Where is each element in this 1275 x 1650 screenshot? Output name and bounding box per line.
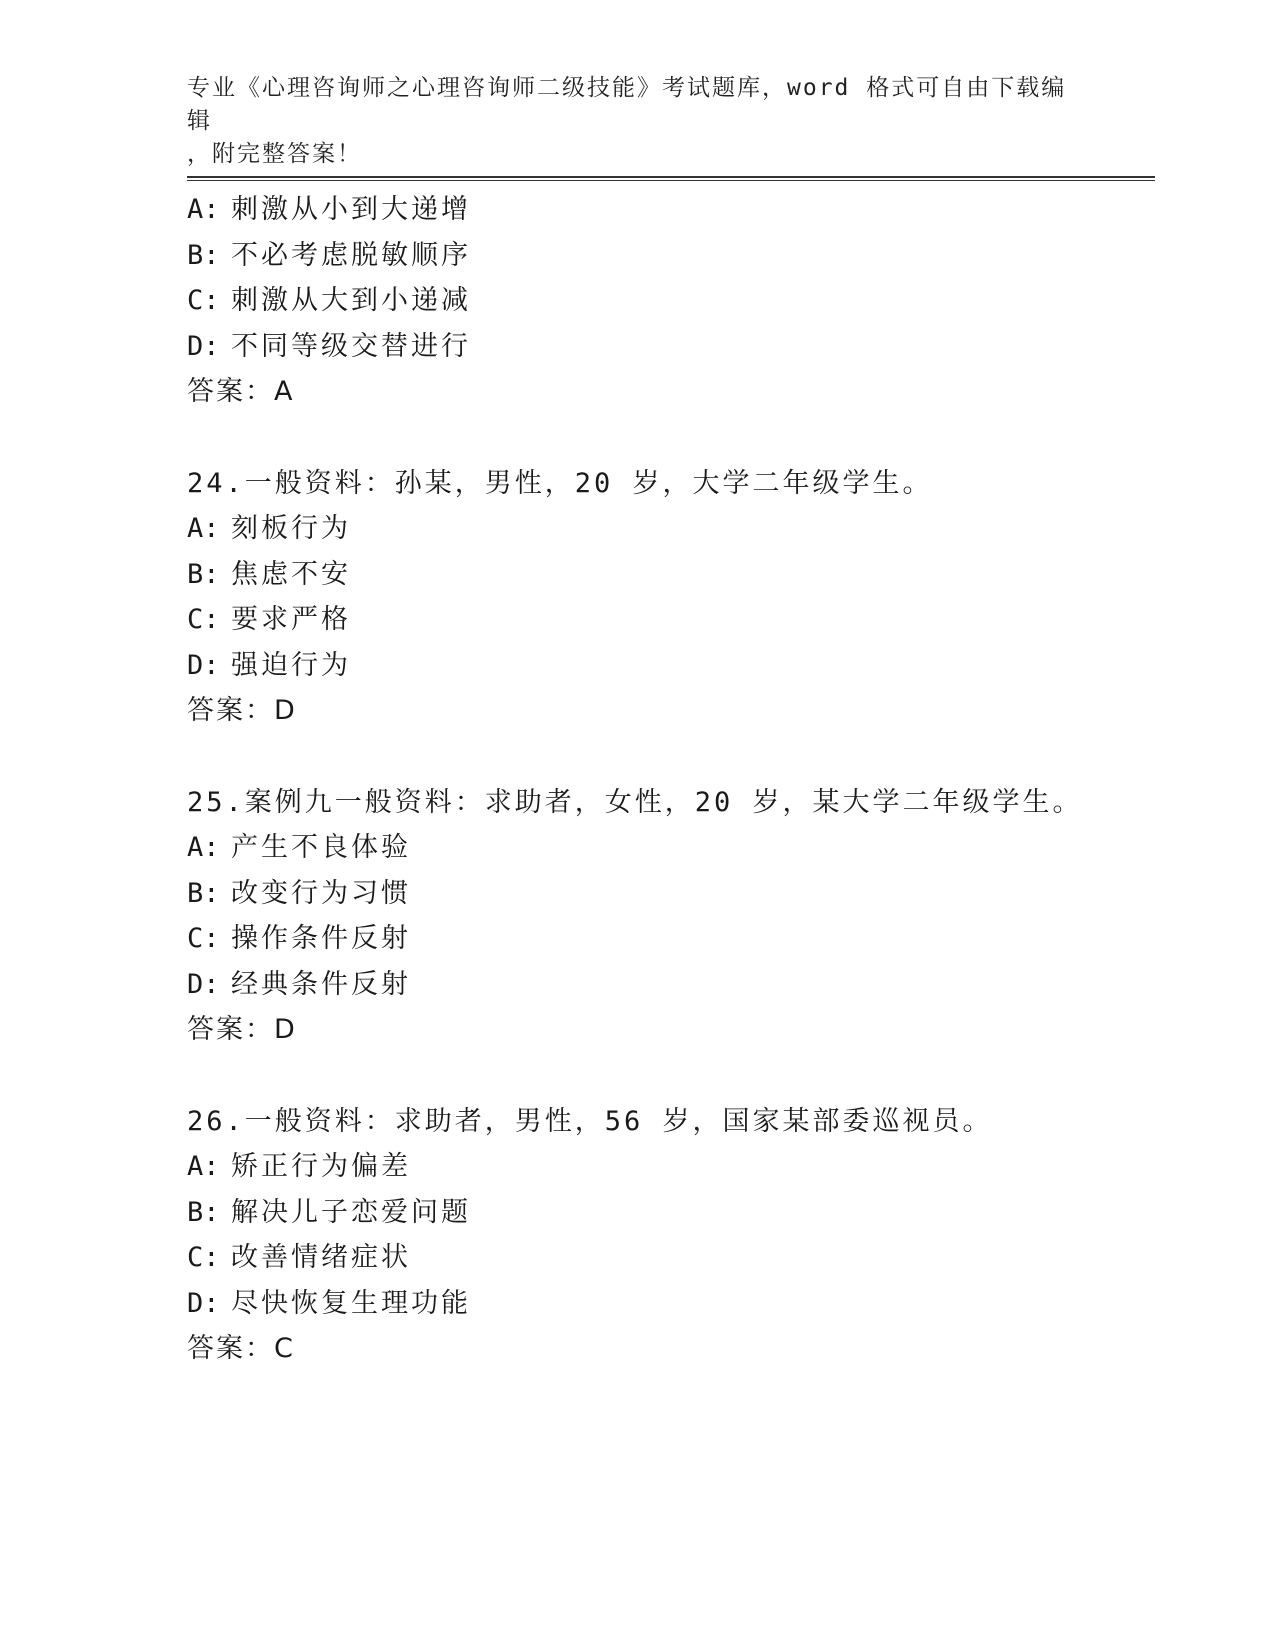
question-title: 26.一般资料：求助者，男性，56 岁，国家某部委巡视员。 [187, 1105, 993, 1137]
question-23 [187, 187, 1147, 415]
question-title: 25.案例九一般资料：求助者，女性，20 岁，某大学二年级学生。 [187, 786, 1083, 818]
option-c: C: 改善情绪症状 [187, 1242, 411, 1273]
option-b: B: 不必考虑脱敏顺序 [187, 239, 471, 271]
option-a: A: 刻板行为 [187, 513, 351, 544]
document-header [187, 72, 1087, 171]
header-line-1: 专业《心理咨询师之心理咨询师二级技能》考试题库，word 格式可自由下载编辑 [187, 75, 1067, 134]
option-a: A: 矫正行为偏差 [187, 1151, 411, 1182]
option-d: D: 强迫行为 [187, 649, 351, 681]
option-a: A: 产生不良体验 [187, 832, 411, 863]
question-title: 24.一般资料：孙某，男性，20 岁，大学二年级学生。 [187, 467, 933, 499]
option-a: A: 刺激从小到大递增 [187, 194, 471, 225]
header-line-2: ，附完整答案！ [187, 141, 362, 167]
question-list [187, 187, 1147, 1372]
option-d: D: 经典条件反射 [187, 968, 411, 1000]
answer: 答案：A [187, 376, 295, 407]
option-b: B: 焦虑不安 [187, 558, 351, 590]
option-c: C: 操作条件反射 [187, 923, 411, 954]
option-b: B: 解决儿子恋爱问题 [187, 1196, 471, 1228]
option-b: B: 改变行为习惯 [187, 877, 411, 909]
question-24 [187, 461, 1147, 734]
header-divider [187, 176, 1155, 181]
option-d: D: 不同等级交替进行 [187, 330, 471, 362]
option-d: D: 尽快恢复生理功能 [187, 1287, 471, 1319]
option-c: C: 要求严格 [187, 604, 351, 635]
option-c: C: 刺激从大到小递减 [187, 285, 471, 316]
question-26 [187, 1099, 1147, 1372]
question-25 [187, 780, 1147, 1053]
answer: 答案：D [187, 1014, 297, 1045]
answer: 答案：D [187, 695, 297, 726]
answer: 答案：C [187, 1333, 295, 1364]
